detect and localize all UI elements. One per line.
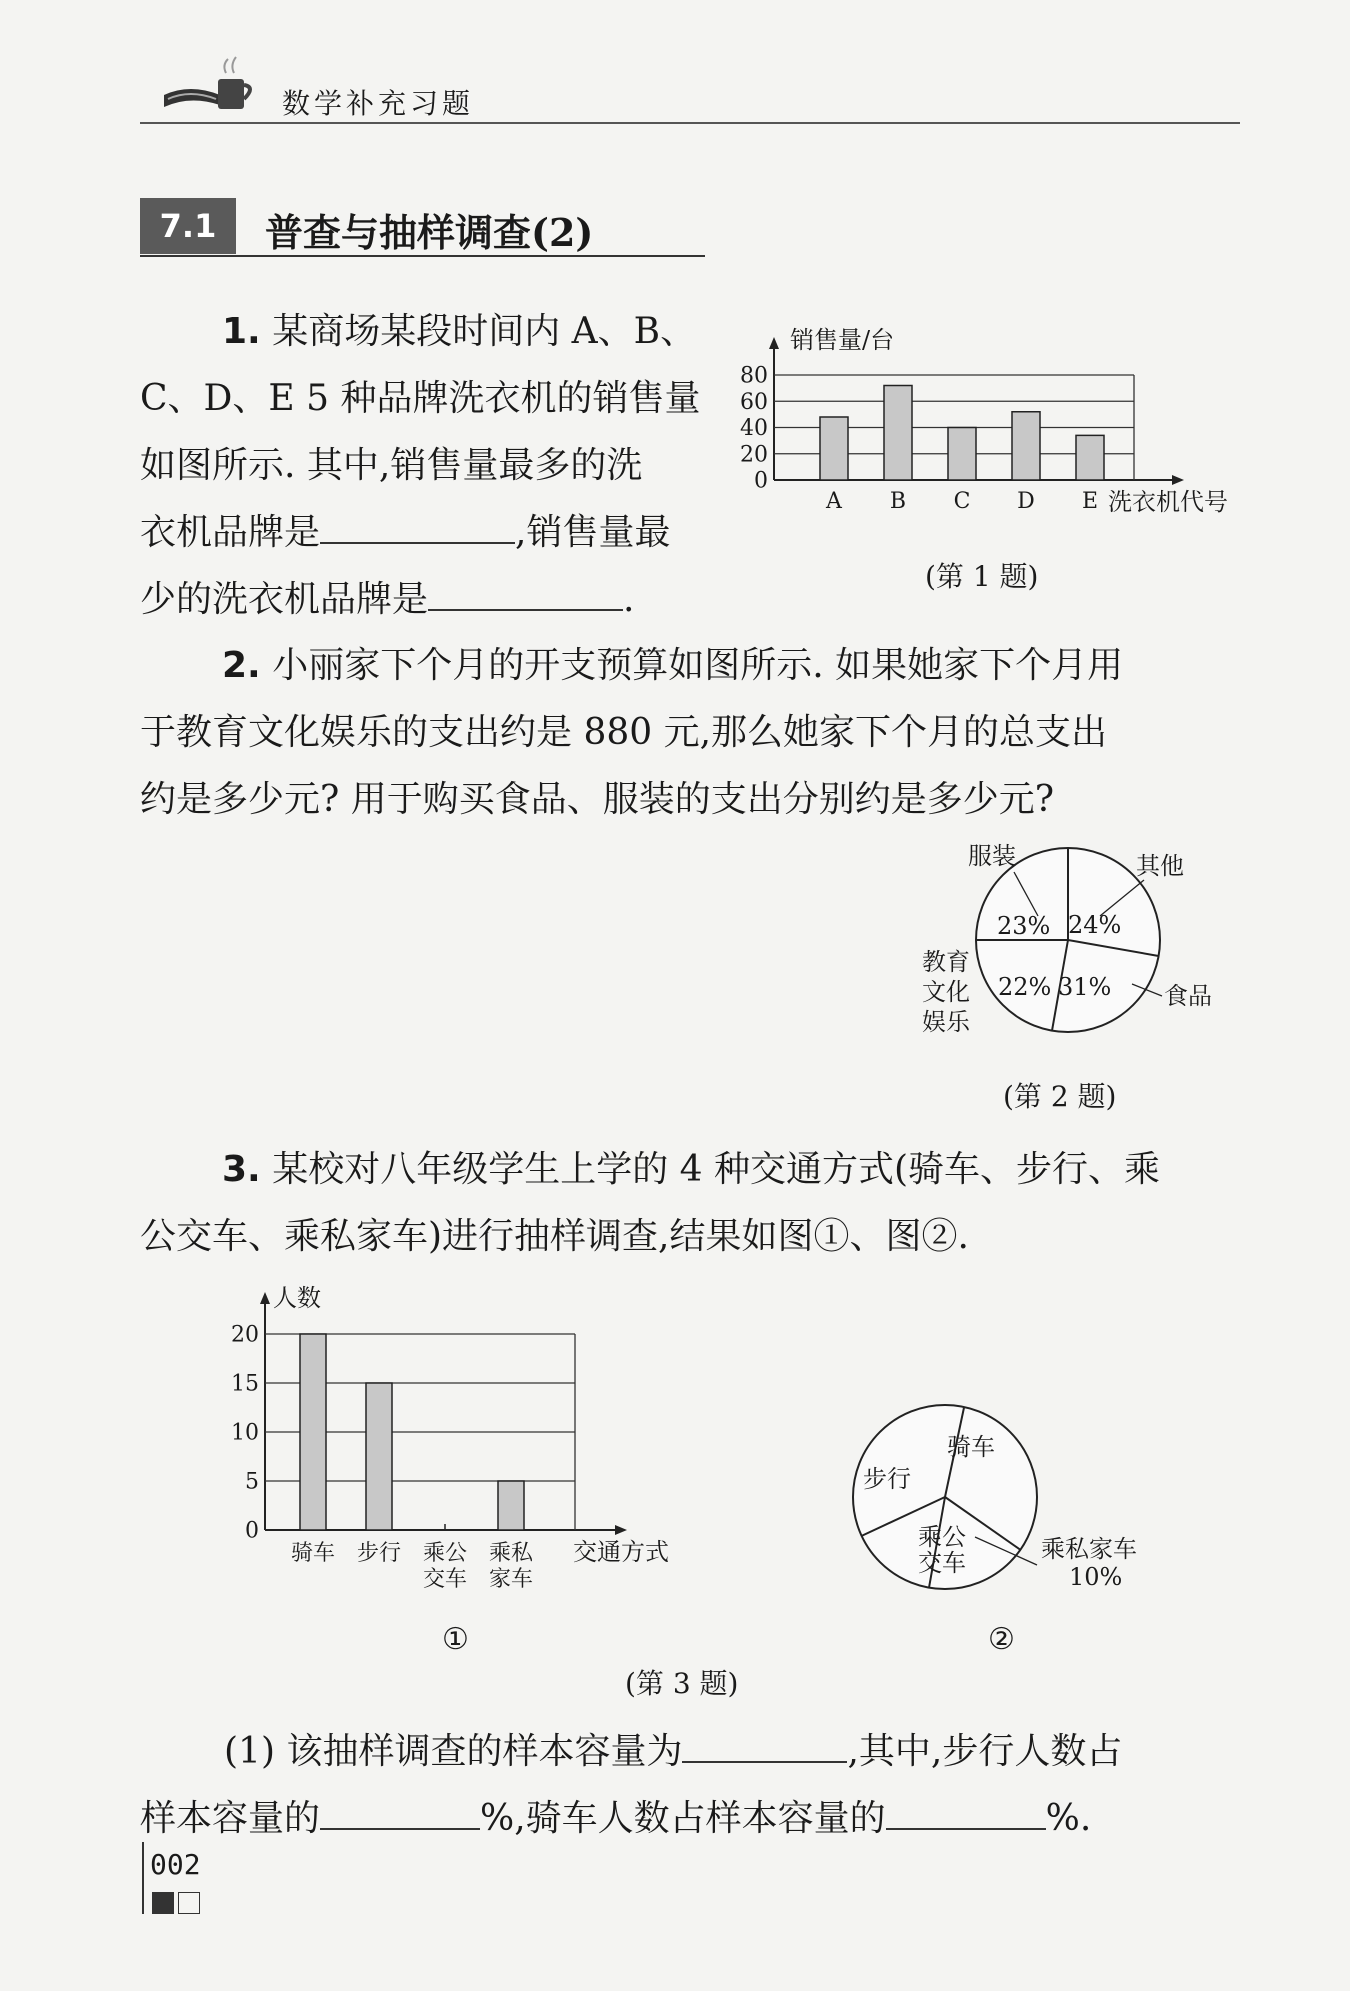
question-number: 1. — [222, 311, 261, 352]
bar — [820, 417, 848, 480]
budget-pie-chart — [900, 840, 1260, 1055]
transport-pie-chart — [845, 1395, 1185, 1605]
q2-line: 小丽家下个月的开支预算如图所示. 如果她家下个月用 — [272, 645, 1124, 686]
slice-label: 交车 — [918, 1549, 966, 1577]
section-number: 7.1 — [140, 198, 236, 254]
q3-sub-text: ,其中,步行人数占 — [847, 1731, 1123, 1772]
x-tick-label: E — [1081, 489, 1099, 514]
q2-line: 于教育文化娱乐的支出约是 880 元,那么她家下个月的总支出 — [140, 712, 1108, 753]
q3-sub-text: %,骑车人数占样本容量的 — [480, 1798, 886, 1839]
x-axis-title: 洗衣机代号 — [1108, 488, 1228, 516]
answer-blank[interactable] — [682, 1721, 847, 1763]
q2-line: 约是多少元? 用于购买食品、服装的支出分别约是多少元? — [140, 779, 1055, 820]
slice-label: 娱乐 — [922, 1008, 970, 1036]
x-tick-label: 乘私 — [488, 1541, 534, 1566]
question-1 — [140, 298, 740, 633]
q3-line: 公交车、乘私家车)进行抽样调查,结果如图①、图②. — [140, 1216, 969, 1257]
answer-blank[interactable] — [428, 569, 623, 611]
x-tick-label: D — [1017, 489, 1035, 514]
slice-label: 服装 — [968, 842, 1016, 870]
figure-caption: (第 3 题) — [625, 1667, 739, 1700]
section-title: 普查与抽样调查(2) — [265, 210, 594, 255]
slice-pct: 23% — [997, 912, 1051, 940]
q1-line-text: ,销售量最 — [515, 512, 671, 553]
figure-2-label: ② — [988, 1622, 1015, 1657]
header-divider — [140, 122, 1240, 124]
bar — [948, 428, 976, 481]
x-tick-label: 家车 — [488, 1567, 534, 1592]
y-tick-label: 0 — [754, 468, 768, 494]
page-number: 002 — [150, 1848, 201, 1881]
q1-line: C、D、E 5 种品牌洗衣机的销售量 — [140, 378, 701, 419]
answer-blank[interactable] — [320, 502, 515, 544]
y-tick-label: 5 — [245, 1469, 259, 1495]
y-tick-label: 10 — [231, 1420, 259, 1446]
y-tick-label: 0 — [245, 1518, 259, 1544]
answer-blank[interactable] — [320, 1788, 480, 1830]
slice-label: 步行 — [863, 1465, 911, 1493]
x-tick-label: A — [826, 489, 842, 514]
question-number: 3. — [222, 1149, 261, 1190]
y-tick-label: 60 — [740, 389, 768, 415]
q1-line: 某商场某段时间内 A、B、 — [272, 311, 697, 352]
bar — [300, 1334, 326, 1530]
x-axis-title: 交通方式 — [573, 1538, 669, 1566]
slice-label: 乘公 — [918, 1523, 966, 1551]
x-axis-arrow — [1172, 475, 1184, 485]
slice-pct: 10% — [1069, 1563, 1123, 1591]
empty-square-icon — [178, 1892, 200, 1914]
x-axis-arrow — [615, 1525, 627, 1535]
x-tick-label: B — [889, 489, 907, 514]
y-axis-arrow — [260, 1292, 270, 1304]
bar — [1012, 412, 1040, 480]
y-tick-label: 15 — [231, 1371, 259, 1397]
x-tick-label: 骑车 — [290, 1541, 336, 1566]
q1-line-text: . — [623, 579, 635, 620]
figure-caption: (第 2 题) — [1003, 1080, 1117, 1113]
y-axis-title: 销售量/台 — [790, 326, 895, 354]
q3-line: 某校对八年级学生上学的 4 种交通方式(骑车、步行、乘 — [272, 1149, 1161, 1190]
figure-1-label: ① — [442, 1622, 469, 1657]
x-tick-label: 交车 — [422, 1567, 468, 1592]
slice-pct: 22% — [998, 973, 1052, 1001]
filled-square-icon — [152, 1892, 174, 1914]
slice-label: 其他 — [1136, 852, 1184, 880]
slice-pct: 24% — [1068, 911, 1122, 939]
slice-label: 教育 — [922, 948, 970, 976]
x-tick-label: 乘公 — [422, 1541, 468, 1566]
q1-line: 如图所示. 其中,销售量最多的洗 — [140, 445, 643, 486]
bar — [366, 1383, 392, 1530]
question-3-part-1 — [140, 1718, 1250, 1852]
question-number: 2. — [222, 645, 261, 686]
q3-sub-text: 样本容量的 — [140, 1798, 321, 1839]
x-tick-label: C — [953, 489, 971, 514]
transport-bar-chart — [225, 1280, 705, 1600]
y-axis-title: 人数 — [273, 1284, 321, 1312]
y-tick-label: 80 — [740, 363, 768, 389]
book-and-cup-icon — [160, 55, 260, 115]
section-underline — [140, 255, 705, 257]
bar — [1076, 435, 1104, 480]
q3-sub-text: %. — [1045, 1798, 1092, 1839]
y-tick-label: 20 — [740, 442, 768, 468]
answer-blank[interactable] — [886, 1788, 1046, 1830]
q1-line-text: 衣机品牌是 — [140, 512, 321, 553]
slice-label: 乘私家车 — [1041, 1535, 1137, 1563]
question-2 — [140, 632, 1250, 833]
y-axis-arrow — [769, 337, 779, 349]
question-3 — [140, 1136, 1250, 1270]
x-tick-label: 步行 — [356, 1541, 402, 1566]
slice-label: 食品 — [1164, 982, 1212, 1010]
figure-caption: (第 1 题) — [925, 560, 1039, 593]
header-title: 数学补充习题 — [282, 87, 475, 120]
bar — [498, 1481, 524, 1530]
sales-bar-chart — [730, 320, 1250, 530]
y-tick-label: 20 — [231, 1322, 259, 1348]
slice-pct: 31% — [1058, 973, 1112, 1001]
y-tick-label: 40 — [740, 416, 768, 442]
footer-divider — [142, 1842, 144, 1914]
slice-label: 文化 — [922, 978, 970, 1006]
q3-sub-text: (1) 该抽样调查的样本容量为 — [224, 1731, 683, 1772]
q1-line-text: 少的洗衣机品牌是 — [140, 579, 429, 620]
bar — [884, 386, 912, 481]
slice-label: 骑车 — [947, 1433, 995, 1461]
